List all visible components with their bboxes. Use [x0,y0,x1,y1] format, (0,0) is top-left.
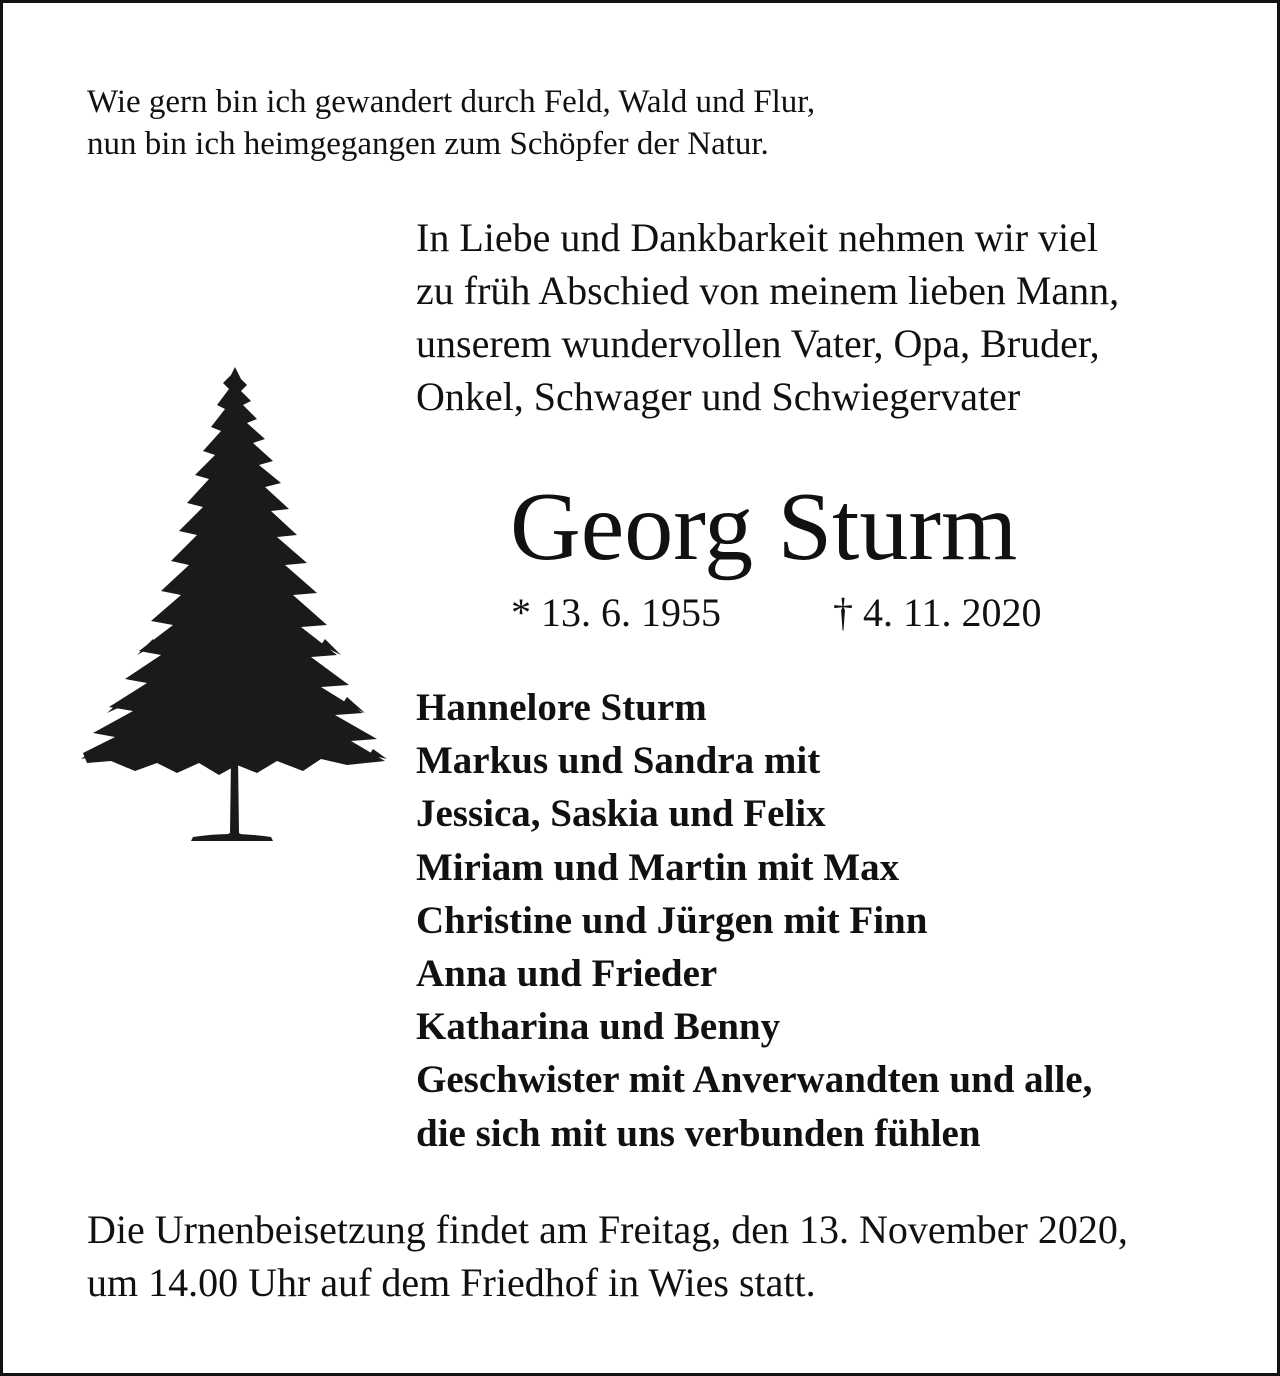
intro-line: Onkel, Schwager und Schwiegervater [416,374,1021,419]
death-date: † 4. 11. 2020 [833,590,1042,635]
verse [87,81,815,165]
verse-line: Wie gern bin ich gewandert durch Feld, Wald und Flur, [87,84,816,120]
birth-date: * 13. 6. 1955 [511,590,721,635]
deceased-name: Georg Sturm [510,473,1018,581]
burial-info [87,1203,1128,1309]
fir-tree-icon [81,363,387,853]
mourner-line: Jessica, Saskia und Felix [416,792,826,836]
burial-info-line: um 14.00 Uhr auf dem Friedhof in Wies statt. [87,1260,816,1305]
intro-text [416,211,1216,423]
mourner-line: Christine und Jürgen mit Finn [416,898,928,942]
mourner-line: die sich mit uns verbunden fühlen [416,1111,981,1155]
mourner-line: Miriam und Martin mit Max [416,845,900,889]
burial-info-line: Die Urnenbeisetzung findet am Freitag, den 13. November 2020, [87,1207,1128,1252]
life-dates [511,586,1042,640]
mourners-list [416,681,1092,1160]
intro-line: unserem wundervollen Vater, Opa, Bruder, [416,321,1100,366]
mourner-line: Geschwister mit Anverwandten und alle, [416,1058,1093,1102]
mourner-line: Katharina und Benny [416,1005,781,1049]
mourner-line: Anna und Frieder [416,952,718,996]
intro-line: In Liebe und Dankbarkeit nehmen wir viel [416,215,1098,260]
mourner-line: Markus und Sandra mit [416,739,821,783]
verse-line: nun bin ich heimgegangen zum Schöpfer der Natur. [87,126,769,162]
mourner-line: Hannelore Sturm [416,686,707,729]
intro-line: zu früh Abschied von meinem lieben Mann, [416,268,1120,313]
